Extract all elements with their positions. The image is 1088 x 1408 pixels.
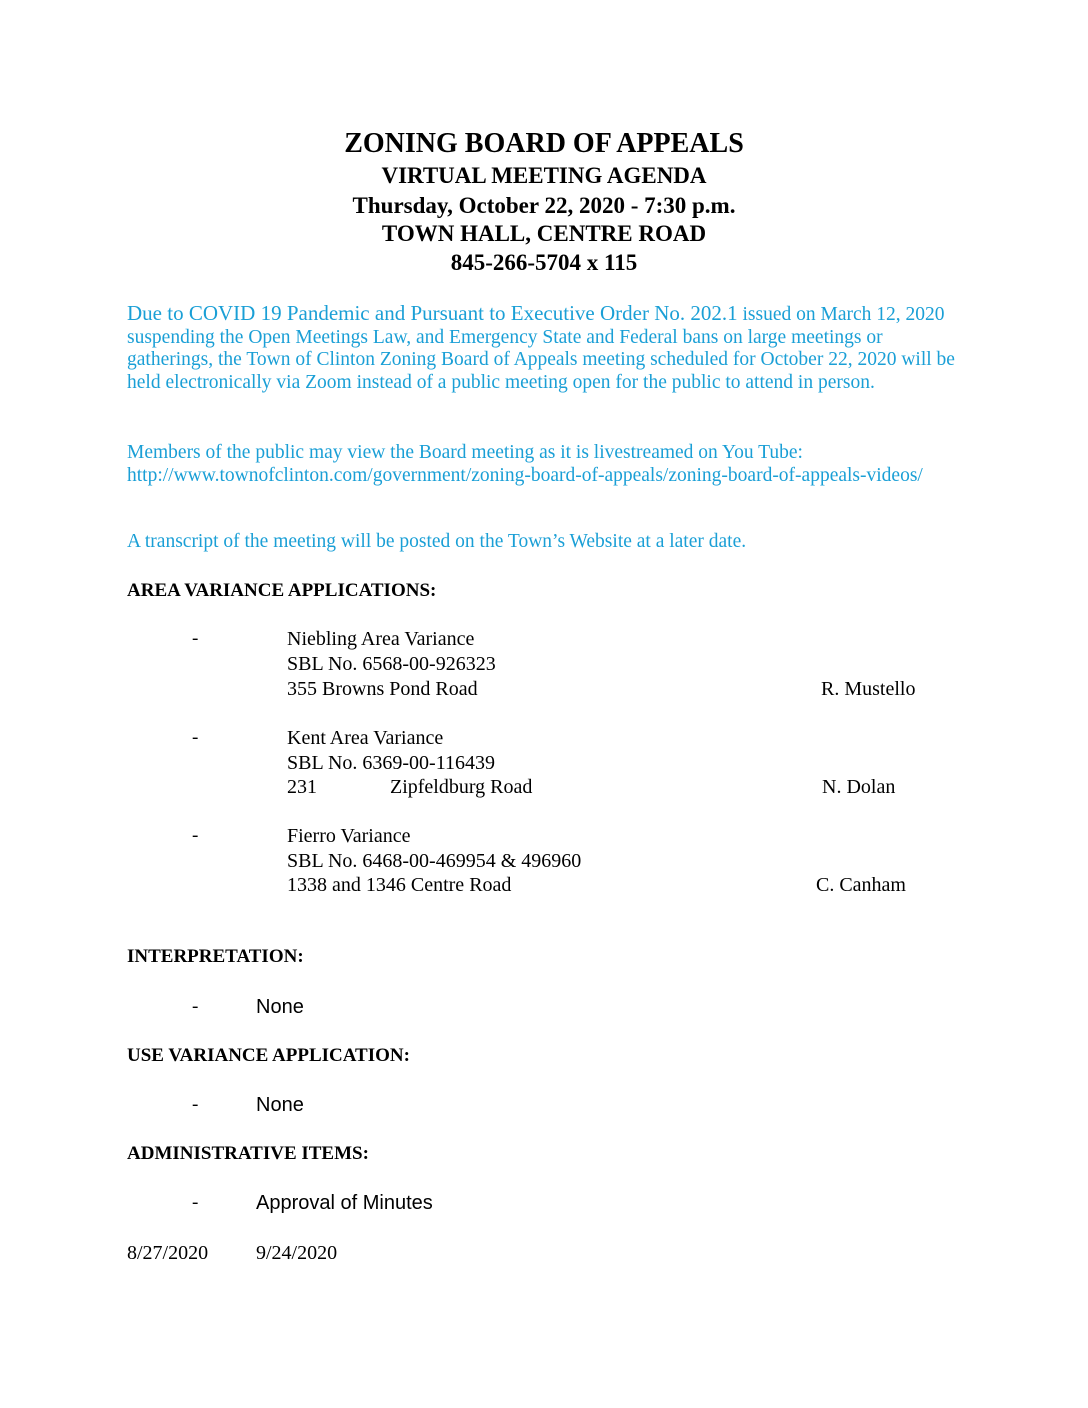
interpretation-bullet: -: [192, 996, 199, 1017]
interpretation-heading: INTERPRETATION:: [127, 946, 304, 967]
area-variance-name: Fierro Variance: [287, 825, 411, 847]
area-variance-bullet: -: [192, 727, 199, 748]
area-variance-assignee: N. Dolan: [822, 776, 896, 798]
use-variance-bullet: -: [192, 1094, 199, 1115]
interpretation-item: None: [256, 996, 304, 1018]
covid-notice-body: issued on March 12, 2020 suspending the Open Meetings Law, and Emergency State and Federal bans on large meetings or gatherings, the Town of Clinton Zoning Board of Appeals meeting scheduled for October 22, 2020 will be held electronically via Zoom instead of a public meeting open for the public to attend in person.: [127, 304, 955, 393]
area-variance-address-number: 231: [287, 776, 317, 798]
covid-notice: [127, 302, 967, 394]
document-subtitle: VIRTUAL MEETING AGENDA: [381, 163, 707, 188]
administrative-heading: ADMINISTRATIVE ITEMS:: [127, 1143, 369, 1164]
livestream-notice: [127, 442, 967, 487]
area-variance-address-street: Zipfeldburg Road: [390, 776, 533, 798]
livestream-url[interactable]: http://www.townofclinton.com/government/zoning-board-of-appeals/zoning-board-of-appeals-videos/: [127, 464, 923, 486]
area-variance-heading: AREA VARIANCE APPLICATIONS:: [127, 580, 437, 601]
administrative-item: Approval of Minutes: [256, 1192, 433, 1214]
minutes-date: 8/27/2020: [127, 1242, 209, 1264]
livestream-label: Members of the public may view the Board meeting as it is livestreamed on You Tube:: [127, 442, 803, 463]
area-variance-sbl: SBL No. 6369-00-116439: [287, 752, 495, 774]
area-variance-name: Kent Area Variance: [287, 727, 444, 749]
meeting-date-time: Thursday, October 22, 2020 - 7:30 p.m.: [352, 193, 736, 218]
use-variance-heading: USE VARIANCE APPLICATION:: [127, 1045, 410, 1066]
area-variance-bullet: -: [192, 628, 199, 649]
area-variance-name: Niebling Area Variance: [287, 628, 475, 650]
area-variance-sbl: SBL No. 6468-00-469954 & 496960: [287, 850, 582, 872]
area-variance-address: 355 Browns Pond Road: [287, 678, 478, 700]
transcript-notice: A transcript of the meeting will be posted on the Town’s Website at a later date.: [127, 531, 747, 552]
administrative-bullet: -: [192, 1192, 199, 1213]
area-variance-assignee: R. Mustello: [821, 678, 916, 700]
area-variance-assignee: C. Canham: [816, 874, 906, 896]
use-variance-item: None: [256, 1094, 304, 1116]
area-variance-sbl: SBL No. 6568-00-926323: [287, 653, 496, 675]
minutes-date: 9/24/2020: [256, 1242, 338, 1264]
meeting-location: TOWN HALL, CENTRE ROAD: [381, 221, 707, 246]
area-variance-bullet: -: [192, 825, 199, 846]
covid-notice-lead: Due to COVID 19 Pandemic and Pursuant to Executive Order No. 202.1: [127, 301, 738, 325]
area-variance-address: 1338 and 1346 Centre Road: [287, 874, 512, 896]
document-title: ZONING BOARD OF APPEALS: [344, 128, 744, 159]
contact-phone: 845-266-5704 x 115: [450, 250, 638, 275]
